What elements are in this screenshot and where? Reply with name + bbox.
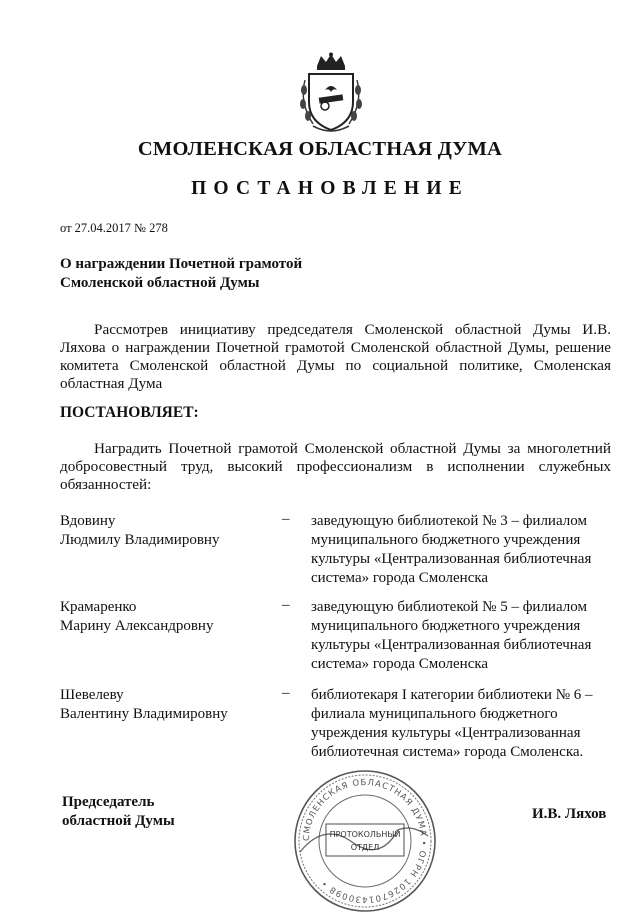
document-date-number: от 27.04.2017 № 278 (60, 221, 168, 235)
signatory-title (62, 793, 175, 831)
awardee-name (60, 686, 270, 724)
official-seal-stamp (290, 766, 440, 916)
awardee-given-names: Валентину Владимировну (60, 706, 228, 722)
organization-name: СМОЛЕНСКАЯ ОБЛАСТНАЯ ДУМА (137, 138, 503, 160)
awardee-dash: – (282, 511, 290, 527)
awardee-surname: Шевелеву (60, 687, 124, 703)
position-line: заведующую библиотекой № 5 – филиалом (311, 599, 587, 615)
awardee-position (311, 512, 621, 588)
coat-of-arms-emblem (295, 52, 367, 136)
position-line: муниципального бюджетного учреждения (311, 618, 581, 634)
subject-line-2: Смоленской областной Думы (60, 275, 260, 291)
awardee-surname: Вдовину (60, 513, 116, 529)
awardee-name (60, 598, 270, 636)
position-line: культуры «Централизованная библиотечная (311, 637, 592, 653)
decision-text: Наградить Почетной грамотой Смоленской областной Думы за многолетний добросовестный труд, высокий профессионализм в исполнении служебных обязанностей: (60, 440, 611, 493)
awardee-given-names: Марину Александровну (60, 618, 214, 634)
document-subject (60, 255, 302, 293)
position-line: филиала муниципального бюджетного (311, 706, 558, 722)
position-line: культуры «Централизованная библиотечная (311, 551, 592, 567)
awardee-given-names: Людмилу Владимировну (60, 532, 220, 548)
position-line: библиотечная система» города Смоленска. (311, 744, 584, 760)
seal-center-line-1: ПРОТОКОЛЬНЫЙ (329, 830, 401, 839)
position-line: муниципального бюджетного учреждения (311, 532, 581, 548)
document-type: ПОСТАНОВЛЕНИЕ (191, 178, 469, 199)
decision-paragraph (60, 440, 611, 494)
awardee-name (60, 512, 270, 550)
decree-heading: ПОСТАНОВЛЯЕТ: (60, 404, 199, 421)
signatory-name: И.В. Ляхов (532, 806, 607, 822)
awardee-dash: – (282, 685, 290, 701)
subject-line-1: О награждении Почетной грамотой (60, 256, 303, 272)
position-line: библиотекаря I категории библиотеки № 6 – (311, 687, 593, 703)
seal-ring-text: СМОЛЕНСКАЯ ОБЛАСТНАЯ ДУМА • ОГРН 1026701430098 • (301, 777, 429, 905)
position-line: система» города Смоленска (311, 570, 489, 586)
position-line: система» города Смоленска (311, 656, 489, 672)
awardee-position (311, 598, 621, 674)
signatory-title-line-1: Председатель (62, 794, 155, 810)
position-line: учреждения культуры «Централизованная (311, 725, 581, 741)
awardee-surname: Крамаренко (60, 599, 137, 615)
seal-center-line-2: ОТДЕЛ (350, 843, 380, 852)
awardee-dash: – (282, 597, 290, 613)
awardee-position (311, 686, 621, 762)
position-line: заведующую библиотекой № 3 – филиалом (311, 513, 587, 529)
preamble-text: Рассмотрев инициативу председателя Смоленской областной Думы И.В. Ляхова о награждении Почетной грамотой Смоленской областной Думы, решение комитета Смоленской областной Думы по социальной политике, Смоленская областная Дума (60, 321, 611, 392)
signatory-title-line-2: областной Думы (62, 813, 175, 829)
preamble-paragraph (60, 321, 611, 393)
